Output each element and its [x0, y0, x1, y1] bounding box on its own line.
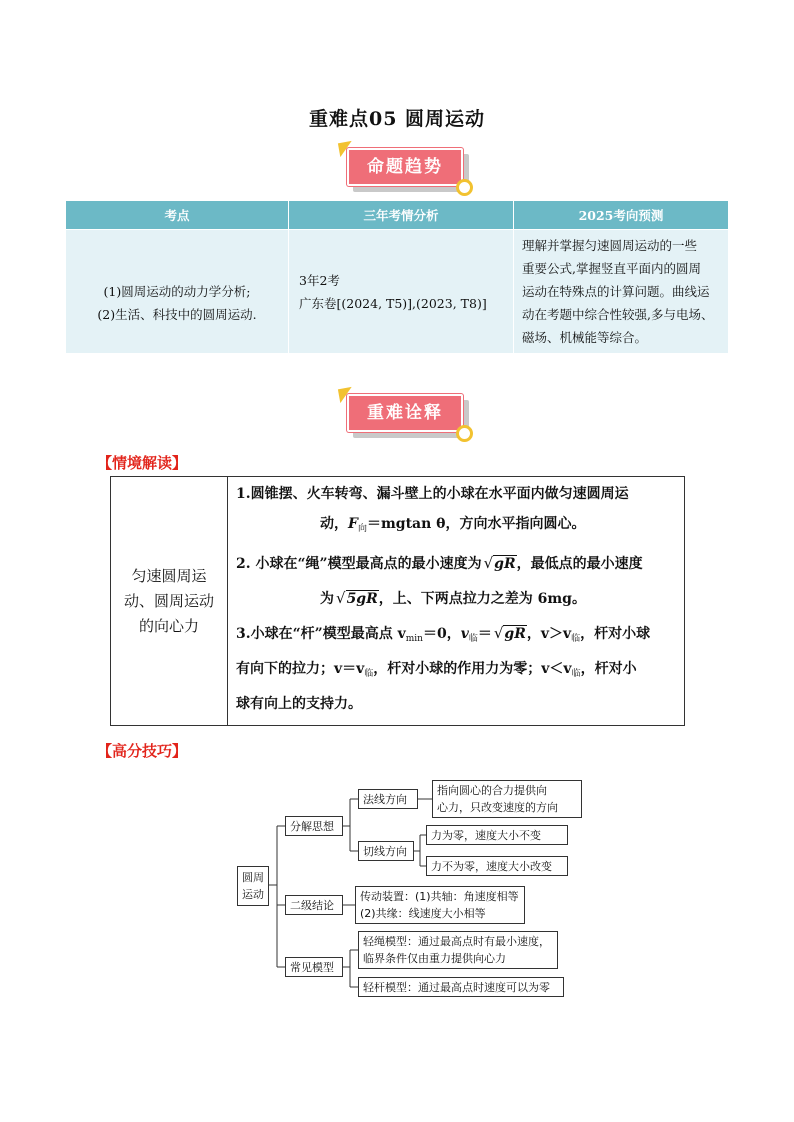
node-decompose: 分解思想 — [285, 816, 343, 836]
scenario-content: 1.圆锥摆、火车转弯、漏斗壁上的小球在水平面内做匀速圆周运 动，$F_向=mgtan$ θ，方向水平指向圆心。 2. 小球在“绳”模型最高点的最小速度为 √gR，最低点的最小速度 为 √5gR，上、下两点拉力之差为 6mg。 3.小球在“杆”模型最高点 $v_{min}=0$，$v_临= √gR$，$v>v_临$，杆对小球 有向下的拉力；$v=v_临$，杆对小球的作用力为零；$v<v_临$，杆对小 球有向上的支持力。 — [228, 477, 685, 726]
node-normal: 法线方向 — [358, 789, 418, 809]
scenario-heading: 【情境解读】 — [97, 454, 188, 472]
node-normal-desc: 指向圆心的合力提供向 心力，只改变速度的方向 — [432, 780, 582, 818]
header-forecast: 2025考向预测 — [514, 201, 729, 230]
node-secondary-desc: 传动装置：(1)共轴：角速度相等 (2)共缘：线速度大小相等 — [355, 886, 525, 924]
point-2: 2. 小球在“绳”模型最高点的最小速度为 √gR，最低点的最小速度 — [236, 554, 643, 572]
node-rope-model: 轻绳模型：通过最高点时有最小速度， 临界条件仅由重力提供向心力 — [358, 931, 558, 969]
point-1: 1.圆锥摆、火车转弯、漏斗壁上的小球在水平面内做匀速圆周运 — [236, 486, 629, 502]
node-tangent-zero: 力为零，速度大小不变 — [426, 825, 568, 845]
header-analysis: 三年考情分析 — [289, 201, 514, 230]
node-secondary: 二级结论 — [285, 895, 343, 915]
point-3: 3.小球在“杆”模型最高点 $v_{min}=0$，$v_临= √gR$，$v>v_临$，杆对小球 — [236, 624, 651, 644]
explain-badge-label: 重难诠释 — [367, 403, 443, 423]
topic-cell: (1)圆周运动的动力学分析; (2)生活、科技中的圆周运动. — [66, 230, 289, 354]
forecast-cell: 理解并掌握匀速圆周运动的一些 重要公式,掌握竖直平面内的圆周 运动在特殊点的计算问题。曲线运 动在考题中综合性较强,多与电场、 磁场、机械能等综合。 — [514, 230, 729, 354]
tips-heading: 【高分技巧】 — [97, 742, 188, 760]
analysis-cell: 3年2考 广东卷[(2024, T5)],(2023, T8)] — [289, 230, 514, 354]
trend-badge-label: 命题趋势 — [367, 157, 443, 177]
node-rod-model: 轻杆模型：通过最高点时速度可以为零 — [358, 977, 564, 997]
node-tangent: 切线方向 — [358, 841, 414, 861]
page-title: 重难点05 圆周运动 — [308, 108, 486, 130]
mindmap-root: 圆周 运动 — [237, 866, 269, 906]
scenario-topic: 匀速圆周运 动、圆周运动 的向心力 — [111, 477, 228, 726]
node-tangent-nonzero: 力不为零，速度大小改变 — [426, 856, 568, 876]
header-topic: 考点 — [66, 201, 289, 230]
node-models: 常见模型 — [285, 957, 343, 977]
